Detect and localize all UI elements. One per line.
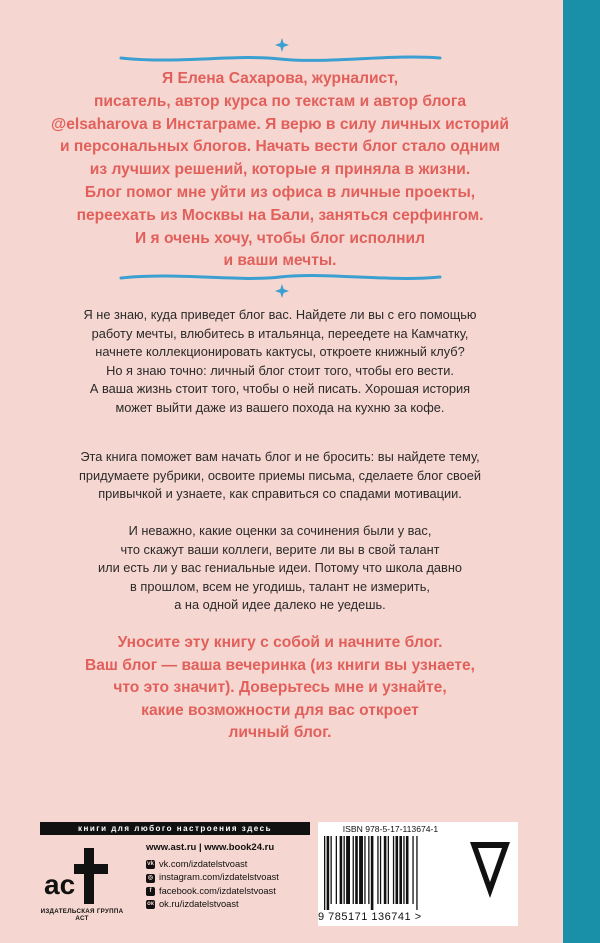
instagram-icon: ◎ <box>147 874 154 881</box>
text-line: Я Елена Сахарова, журналист, <box>161 70 399 87</box>
ean-number: 9 785171 136741 > <box>318 911 422 923</box>
social-link[interactable] <box>146 885 279 898</box>
text-line: Блог помог мне уйти из офиса в личные проекты, <box>84 183 476 201</box>
star-ornament-icon <box>275 284 289 298</box>
barcode-icon <box>322 836 460 910</box>
text-line: какие возможности для вас откроет <box>141 701 419 719</box>
facebook-icon: f <box>146 887 155 896</box>
vk-icon: vk <box>147 861 154 868</box>
isbn-number: ISBN 978-5-17-113674-1 <box>342 824 439 834</box>
social-link-text: ok.ru/izdatelstvoast <box>159 899 239 910</box>
text-line: что это значит). Доверьтесь мне и узнайте, <box>113 679 447 697</box>
text-line: что скажут ваши коллеги, верите ли вы в свой талант <box>120 541 440 557</box>
wave-divider-top-icon <box>118 52 443 66</box>
text-line: Но я знаю точно: личный блог стоит того, чтобы его вести. <box>106 362 454 378</box>
text-line: Эта книга поможет вам начать блог и не бросить: вы найдете тему, <box>80 449 480 464</box>
text-line: начнете коллекционировать кактусы, откроете книжный клуб? <box>95 344 465 360</box>
text-line: И неважно, какие оценки за сочинения были у вас, <box>128 523 432 538</box>
text-line: привычкой и узнаете, как справиться со спадами мотивации. <box>98 486 462 502</box>
text-line: писатель, автор курса по текстам и автор блога <box>94 92 466 110</box>
social-link-text: instagram.com/izdatelstvoast <box>159 872 279 883</box>
text-line: Уносите эту книгу с собой и начните блог. <box>117 634 443 651</box>
paragraph-1 <box>30 306 530 418</box>
paragraph-2 <box>30 448 530 504</box>
publisher-name: ИЗДАТЕЛЬСКАЯ ГРУППА АСТ <box>40 908 124 922</box>
text-line: работу мечты, влюбитесь в итальянца, переедете на Камчатку, <box>91 325 469 341</box>
text-line: личный блог. <box>228 724 332 742</box>
social-links <box>146 858 279 912</box>
text-line: переехать из Москвы на Бали, заняться серфингом. <box>76 206 484 224</box>
spine-strip <box>563 0 600 943</box>
social-link[interactable] <box>146 858 279 871</box>
publisher-sites[interactable]: www.ast.ru | www.book24.ru <box>146 842 275 853</box>
text-line: и ваши мечты. <box>223 252 337 270</box>
odnoklassniki-icon: ок <box>147 901 154 908</box>
text-line: @elsaharova в Инстаграме. Я верю в силу личных историй <box>51 115 509 133</box>
text-line: а на одной идее далеко не уедешь. <box>174 597 386 613</box>
social-link-text: vk.com/izdatelstvoast <box>159 859 248 869</box>
svg-text:ac: ac <box>44 869 76 900</box>
text-line: из лучших решений, которые я приняла в жизни. <box>89 161 471 179</box>
text-line: А ваша жизнь стоит того, чтобы о ней писать. Хорошая история <box>89 381 471 397</box>
social-link[interactable] <box>146 898 279 911</box>
wave-divider-bottom-icon <box>118 270 443 284</box>
social-link[interactable] <box>146 871 279 884</box>
age-rating-triangle-icon <box>466 828 514 906</box>
tagline-bar: книги для любого настроения здесь <box>40 822 310 835</box>
paragraph-3 <box>30 522 530 615</box>
text-line: Я не знаю, куда приведет блог вас. Найдете ли вы с его помощью <box>83 307 477 322</box>
text-line: в прошлом, всем не угодишь, талант не измерить, <box>130 578 430 594</box>
text-line: может выйти даже из вашего похода на кухню за кофе. <box>115 399 445 415</box>
text-line: придумаете рубрики, освоите приемы письма, сделаете блог своей <box>78 467 482 483</box>
call-to-action <box>40 632 520 745</box>
star-ornament-icon <box>275 38 289 52</box>
text-line: или есть ли у вас гениальные идеи. Потому что школа давно <box>97 560 463 576</box>
text-line: Ваш блог — ваша вечеринка (из книги вы узнаете, <box>84 656 475 674</box>
author-bio <box>40 68 520 273</box>
text-line: и персональных блогов. Начать вести блог стало одним <box>59 138 501 156</box>
social-link-text: facebook.com/izdatelstvoast <box>159 885 276 896</box>
text-line: И я очень хочу, чтобы блог исполнил <box>134 229 426 247</box>
